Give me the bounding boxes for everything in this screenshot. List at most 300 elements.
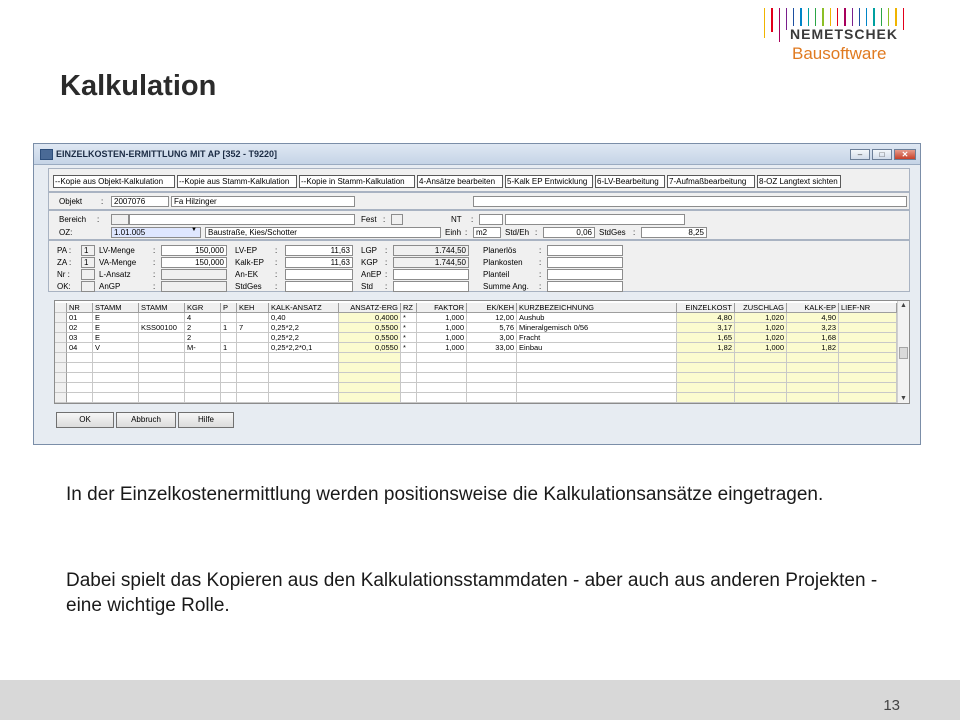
- cell-kgr[interactable]: [185, 353, 221, 363]
- cell-stamm2[interactable]: [139, 353, 185, 363]
- row-selector[interactable]: [55, 363, 67, 373]
- table-row[interactable]: [55, 373, 897, 383]
- cell-stamm1[interactable]: [93, 353, 139, 363]
- logo-bar: [764, 8, 765, 38]
- cell-stamm2[interactable]: [139, 363, 185, 373]
- cell-p[interactable]: [221, 333, 237, 343]
- cell-ek-keh[interactable]: 5,76: [467, 323, 517, 333]
- cell-nr[interactable]: 02: [67, 323, 93, 333]
- cell-keh[interactable]: [237, 353, 269, 363]
- cell-keh[interactable]: [237, 333, 269, 343]
- cell-p[interactable]: [221, 353, 237, 363]
- calc-colon: :: [275, 282, 278, 291]
- calc-mid-field[interactable]: [285, 281, 353, 292]
- objekt-colon: :: [101, 197, 104, 206]
- cell-kalk-ep[interactable]: [787, 373, 839, 383]
- calc-mid-field[interactable]: 11,63: [285, 245, 353, 256]
- window-title: EINZELKOSTEN-ERMITTLUNG MIT AP [352 - T9220]: [56, 149, 278, 159]
- cell-stamm2[interactable]: [139, 393, 185, 403]
- calc-mid-label: An-EK: [235, 270, 259, 279]
- calc-code-label: OK:: [57, 282, 71, 291]
- cell-kurzbezeichnung[interactable]: Aushub: [517, 313, 677, 323]
- logo-name: NEMETSCHEK: [790, 26, 899, 42]
- cell-kalk-ep[interactable]: 1,68: [787, 333, 839, 343]
- cell-kalk-ep[interactable]: [787, 353, 839, 363]
- help-button[interactable]: Hilfe: [178, 412, 234, 428]
- column-header-einzelkost: EINZELKOST: [677, 303, 735, 313]
- row-selector[interactable]: [55, 333, 67, 343]
- cell-kurzbezeichnung[interactable]: Einbau: [517, 343, 677, 353]
- ok-button[interactable]: OK: [56, 412, 114, 428]
- calc-colon: :: [153, 282, 156, 291]
- calc-colon: :: [385, 282, 388, 291]
- cell-kalk-ansatz[interactable]: [269, 393, 339, 403]
- cell-faktor[interactable]: [417, 373, 467, 383]
- tab-oz-longtext[interactable]: 8-OZ Langtext sichten: [757, 175, 841, 188]
- nt-colon: :: [471, 215, 474, 224]
- cell-ek-keh[interactable]: [467, 363, 517, 373]
- logo-bar: [786, 8, 787, 30]
- cell-stamm2[interactable]: KSS00100: [139, 323, 185, 333]
- cell-zuschlag[interactable]: [735, 383, 787, 393]
- cell-lief-nr[interactable]: [839, 323, 897, 333]
- column-header-nr: NR: [67, 303, 93, 313]
- body-paragraph-2: Dabei spielt das Kopieren aus den Kalkulationsstammdaten - aber auch aus anderen Projekten - eine wichtige Rolle.: [66, 570, 878, 616]
- cell-ansatz-erg[interactable]: [339, 353, 401, 363]
- cell-kalk-ansatz[interactable]: [269, 353, 339, 363]
- oz-panel: [48, 210, 910, 240]
- logo-bar: [903, 8, 904, 30]
- calc-left-field[interactable]: [161, 281, 227, 292]
- cell-rz[interactable]: *: [401, 313, 417, 323]
- cell-rz[interactable]: [401, 353, 417, 363]
- column-header-keh: KEH: [237, 303, 269, 313]
- calc-panel: [48, 240, 910, 292]
- cell-kalk-ansatz[interactable]: 0,25*2,2: [269, 333, 339, 343]
- scroll-thumb[interactable]: [899, 347, 908, 359]
- calc-code-box[interactable]: 1: [81, 245, 95, 256]
- nt-field[interactable]: [479, 214, 503, 225]
- cell-kalk-ansatz[interactable]: [269, 363, 339, 373]
- calc-left-field[interactable]: 150,000: [161, 245, 227, 256]
- cell-kgr[interactable]: [185, 363, 221, 373]
- table-row[interactable]: [55, 313, 897, 323]
- cancel-button[interactable]: Abbruch: [116, 412, 176, 428]
- cell-zuschlag[interactable]: [735, 373, 787, 383]
- cell-rz[interactable]: [401, 383, 417, 393]
- cell-zuschlag[interactable]: [735, 363, 787, 373]
- column-header-stamm2: STAMM: [139, 303, 185, 313]
- calc-right-field[interactable]: [393, 281, 469, 292]
- einh-colon: :: [465, 228, 468, 237]
- cell-kurzbezeichnung[interactable]: [517, 353, 677, 363]
- cell-lief-nr[interactable]: [839, 343, 897, 353]
- scroll-up-icon[interactable]: ▲: [900, 302, 907, 309]
- calc-mid-label: StdGes: [235, 282, 262, 291]
- stdges-colon: :: [633, 228, 636, 237]
- bereich-field[interactable]: [129, 214, 355, 225]
- cell-rz[interactable]: [401, 393, 417, 403]
- row-selector[interactable]: [55, 373, 67, 383]
- cell-kgr[interactable]: M-: [185, 343, 221, 353]
- stdges-field[interactable]: 8,25: [641, 227, 707, 238]
- cell-einzelkost[interactable]: 1,65: [677, 333, 735, 343]
- objekt-label: Objekt: [59, 197, 83, 206]
- column-header-kalk-ep: KALK-EP: [787, 303, 839, 313]
- cell-stamm1[interactable]: [93, 393, 139, 403]
- cell-faktor[interactable]: 1,000: [417, 333, 467, 343]
- cell-lief-nr[interactable]: [839, 313, 897, 323]
- oz-label: OZ:: [59, 228, 73, 237]
- cell-zuschlag[interactable]: [735, 393, 787, 403]
- nt-text-field[interactable]: [505, 214, 685, 225]
- cell-kgr[interactable]: [185, 393, 221, 403]
- cell-zuschlag[interactable]: 1,000: [735, 343, 787, 353]
- calc-far-label: Planteil: [483, 270, 510, 279]
- cell-stamm1[interactable]: V: [93, 343, 139, 353]
- cell-stamm1[interactable]: E: [93, 313, 139, 323]
- cell-einzelkost[interactable]: [677, 353, 735, 363]
- calc-mid-label: Kalk-EP: [235, 258, 264, 267]
- table-row[interactable]: [55, 353, 897, 363]
- einh-label: Einh: [445, 228, 462, 237]
- cell-kalk-ep[interactable]: [787, 383, 839, 393]
- tab-copy-into-master[interactable]: --Kopie in Stamm-Kalkulation: [299, 175, 415, 188]
- calc-colon: :: [153, 270, 156, 279]
- stdeh-label: Std/Eh: [505, 228, 530, 237]
- cell-ansatz-erg[interactable]: [339, 373, 401, 383]
- calc-colon: :: [153, 246, 156, 255]
- cell-rz[interactable]: [401, 373, 417, 383]
- column-header-lief-nr: LIEF-NR: [839, 303, 897, 313]
- stdeh-colon: :: [535, 228, 538, 237]
- cell-p[interactable]: 1: [221, 343, 237, 353]
- column-header-ek-keh: EK/KEH: [467, 303, 517, 313]
- minimize-button[interactable]: –: [850, 149, 870, 160]
- cell-kalk-ep[interactable]: [787, 393, 839, 403]
- column-header-zuschlag: ZUSCHLAG: [735, 303, 787, 313]
- calc-far-field[interactable]: [547, 257, 623, 268]
- calc-right-label: AnEP: [361, 270, 382, 279]
- einzelkosten-window: [33, 143, 921, 445]
- calc-far-label: Plankosten: [483, 258, 523, 267]
- calc-colon: :: [275, 246, 278, 255]
- cell-ansatz-erg[interactable]: [339, 363, 401, 373]
- cell-p[interactable]: [221, 313, 237, 323]
- cell-stamm1[interactable]: E: [93, 333, 139, 343]
- cell-ek-keh[interactable]: [467, 383, 517, 393]
- cell-ansatz-erg[interactable]: 0,4000: [339, 313, 401, 323]
- cell-nr[interactable]: 01: [67, 313, 93, 323]
- calc-far-field[interactable]: [547, 281, 623, 292]
- cell-faktor[interactable]: 1,000: [417, 343, 467, 353]
- calc-left-field[interactable]: 150,000: [161, 257, 227, 268]
- column-header-kalk-ansatz: KALK-ANSATZ: [269, 303, 339, 313]
- cell-ansatz-erg[interactable]: 0,0550: [339, 343, 401, 353]
- cell-rz[interactable]: [401, 363, 417, 373]
- cell-lief-nr[interactable]: [839, 393, 897, 403]
- bereich-colon: :: [97, 215, 100, 224]
- calc-colon: :: [385, 270, 388, 279]
- cell-kalk-ansatz[interactable]: [269, 373, 339, 383]
- calc-right-label: LGP: [361, 246, 378, 255]
- cell-kurzbezeichnung[interactable]: [517, 363, 677, 373]
- calc-code-box[interactable]: [81, 269, 95, 280]
- window-titlebar: [34, 144, 920, 165]
- bereich-label: Bereich: [59, 215, 87, 224]
- tab-measure-edit[interactable]: 7-Aufmaßbearbeitung: [667, 175, 755, 188]
- cell-keh[interactable]: [237, 363, 269, 373]
- cell-nr[interactable]: [67, 353, 93, 363]
- cell-ek-keh[interactable]: [467, 373, 517, 383]
- cell-kgr[interactable]: 4: [185, 313, 221, 323]
- row-selector[interactable]: [55, 393, 67, 403]
- cell-kalk-ansatz[interactable]: [269, 383, 339, 393]
- cell-keh[interactable]: [237, 393, 269, 403]
- calc-grid: [54, 300, 910, 404]
- row-selector[interactable]: [55, 313, 67, 323]
- cell-keh[interactable]: [237, 313, 269, 323]
- cell-kgr[interactable]: [185, 383, 221, 393]
- calc-right-label: Std: [361, 282, 374, 291]
- maximize-button[interactable]: □: [872, 149, 892, 160]
- bereich-code-field[interactable]: [111, 214, 129, 225]
- tab-copy-master-calc[interactable]: --Kopie aus Stamm-Kalkulation: [177, 175, 297, 188]
- calc-right-field[interactable]: 1.744,50: [393, 257, 469, 268]
- column-header-kurzbezeichnung: KURZBEZEICHNUNG: [517, 303, 677, 313]
- cell-stamm1[interactable]: [93, 363, 139, 373]
- cell-lief-nr[interactable]: [839, 383, 897, 393]
- tab-lv-edit[interactable]: 6-LV-Bearbeitung: [595, 175, 665, 188]
- calc-code-box[interactable]: [81, 281, 95, 292]
- oz-text-field[interactable]: Baustraße, Kies/Schotter: [205, 227, 441, 238]
- calc-far-label: Planerlös: [483, 246, 517, 255]
- calc-right-field[interactable]: [393, 269, 469, 280]
- column-header-p: P: [221, 303, 237, 313]
- cell-faktor[interactable]: 1,000: [417, 313, 467, 323]
- table-row[interactable]: [55, 333, 897, 343]
- cell-faktor[interactable]: [417, 393, 467, 403]
- cell-einzelkost[interactable]: [677, 393, 735, 403]
- column-header-ansatz-erg: ANSATZ-ERG: [339, 303, 401, 313]
- cell-stamm2[interactable]: [139, 343, 185, 353]
- cell-keh[interactable]: 7: [237, 323, 269, 333]
- cell-kgr[interactable]: 2: [185, 333, 221, 343]
- cell-einzelkost[interactable]: [677, 383, 735, 393]
- cell-rz[interactable]: *: [401, 323, 417, 333]
- scroll-down-icon[interactable]: ▼: [900, 395, 907, 402]
- calc-colon: :: [275, 270, 278, 279]
- cell-keh[interactable]: [237, 383, 269, 393]
- close-button[interactable]: ✕: [894, 149, 916, 160]
- calc-left-label: L-Ansatz: [99, 270, 131, 279]
- cell-stamm2[interactable]: [139, 373, 185, 383]
- cell-kalk-ansatz[interactable]: 0,25*2,2*0,1: [269, 343, 339, 353]
- cell-faktor[interactable]: [417, 363, 467, 373]
- cell-stamm2[interactable]: [139, 333, 185, 343]
- cell-kalk-ep[interactable]: 1,82: [787, 343, 839, 353]
- calc-right-field[interactable]: 1.744,50: [393, 245, 469, 256]
- cell-zuschlag[interactable]: 1,020: [735, 323, 787, 333]
- cell-zuschlag[interactable]: 1,020: [735, 333, 787, 343]
- objekt-extra-field[interactable]: [473, 196, 907, 207]
- nemetschek-logo: [756, 4, 912, 68]
- cell-rz[interactable]: *: [401, 333, 417, 343]
- cell-ek-keh[interactable]: [467, 353, 517, 363]
- logo-subtitle: Bausoftware: [792, 44, 887, 63]
- calc-far-label: Summe Ang.: [483, 282, 529, 291]
- column-header-rz: RZ: [401, 303, 417, 313]
- calc-code-label: Nr :: [57, 270, 70, 279]
- row-selector[interactable]: [55, 383, 67, 393]
- calc-left-field[interactable]: [161, 269, 227, 280]
- calc-colon: :: [385, 246, 388, 255]
- row-selector[interactable]: [55, 323, 67, 333]
- cell-nr[interactable]: [67, 363, 93, 373]
- cell-einzelkost[interactable]: 1,82: [677, 343, 735, 353]
- cell-nr[interactable]: 03: [67, 333, 93, 343]
- cell-zuschlag[interactable]: 1,020: [735, 313, 787, 323]
- cell-kurzbezeichnung[interactable]: Mineralgemisch 0/56: [517, 323, 677, 333]
- einh-field[interactable]: m2: [473, 227, 501, 238]
- grid-corner: [55, 303, 67, 313]
- objekt-number-field[interactable]: 2007076: [111, 196, 169, 207]
- calc-mid-field[interactable]: [285, 269, 353, 280]
- table-row[interactable]: [55, 363, 897, 373]
- cell-kurzbezeichnung[interactable]: Fracht: [517, 333, 677, 343]
- tab-copy-object-calc[interactable]: --Kopie aus Objekt-Kalkulation: [53, 175, 175, 188]
- cell-p[interactable]: [221, 393, 237, 403]
- row-selector[interactable]: [55, 343, 67, 353]
- cell-kurzbezeichnung[interactable]: [517, 383, 677, 393]
- calc-code-box[interactable]: 1: [81, 257, 95, 268]
- cell-kurzbezeichnung[interactable]: [517, 393, 677, 403]
- cell-ek-keh[interactable]: 33,00: [467, 343, 517, 353]
- cell-nr[interactable]: [67, 393, 93, 403]
- cell-ek-keh[interactable]: 12,00: [467, 313, 517, 323]
- tab-edit-rates[interactable]: 4-Ansätze bearbeiten: [417, 175, 503, 188]
- function-bar: [48, 168, 910, 192]
- cell-zuschlag[interactable]: [735, 353, 787, 363]
- cell-faktor[interactable]: 1,000: [417, 323, 467, 333]
- calc-code-label: PA :: [57, 246, 72, 255]
- cell-keh[interactable]: [237, 343, 269, 353]
- fest-colon: :: [383, 215, 386, 224]
- grid-scrollbar[interactable]: [897, 301, 909, 403]
- calc-mid-label: LV-EP: [235, 246, 258, 255]
- cell-p[interactable]: [221, 373, 237, 383]
- nt-label: NT: [451, 215, 462, 224]
- cell-kgr[interactable]: 2: [185, 323, 221, 333]
- objekt-panel: [48, 192, 910, 210]
- table-row[interactable]: [55, 343, 897, 353]
- calc-left-label: VA-Menge: [99, 258, 137, 267]
- cell-lief-nr[interactable]: [839, 353, 897, 363]
- column-header-kgr: KGR: [185, 303, 221, 313]
- cell-einzelkost[interactable]: [677, 373, 735, 383]
- page-title: Kalkulation: [60, 70, 217, 102]
- cell-ansatz-erg[interactable]: 0,5500: [339, 333, 401, 343]
- calc-colon: :: [275, 258, 278, 267]
- cell-stamm1[interactable]: [93, 383, 139, 393]
- calc-mid-field[interactable]: 11,63: [285, 257, 353, 268]
- logo-bar: [771, 8, 772, 32]
- calc-colon: :: [153, 258, 156, 267]
- cell-einzelkost[interactable]: 4,80: [677, 313, 735, 323]
- tab-calc-ep[interactable]: 5-Kalk EP Entwicklung: [505, 175, 593, 188]
- cell-kalk-ansatz[interactable]: 0,40: [269, 313, 339, 323]
- cell-nr[interactable]: [67, 373, 93, 383]
- objekt-name-field[interactable]: Fa Hilzinger: [171, 196, 355, 207]
- calc-colon: :: [385, 258, 388, 267]
- cell-einzelkost[interactable]: 3,17: [677, 323, 735, 333]
- cell-ek-keh[interactable]: [467, 393, 517, 403]
- oz-dropdown-icon[interactable]: ▼: [191, 227, 197, 233]
- logo-bar: [779, 8, 780, 42]
- cell-ansatz-erg[interactable]: 0,5500: [339, 323, 401, 333]
- body-paragraph-1: In der Einzelkostenermittlung werden positionsweise die Kalkulationsansätze eingetragen.: [66, 484, 824, 505]
- calc-far-field[interactable]: [547, 269, 623, 280]
- oz-field[interactable]: 1.01.005: [111, 227, 201, 238]
- window-app-icon: [40, 149, 53, 160]
- calc-left-label: LV-Menge: [99, 246, 135, 255]
- cell-p[interactable]: 1: [221, 323, 237, 333]
- cell-nr[interactable]: 04: [67, 343, 93, 353]
- grid-header-row: [55, 303, 897, 313]
- fest-label: Fest: [361, 215, 377, 224]
- footer-bar: [0, 680, 960, 720]
- cell-p[interactable]: [221, 383, 237, 393]
- cell-stamm1[interactable]: [93, 373, 139, 383]
- cell-keh[interactable]: [237, 373, 269, 383]
- cell-faktor[interactable]: [417, 353, 467, 363]
- cell-kalk-ep[interactable]: 3,23: [787, 323, 839, 333]
- cell-ansatz-erg[interactable]: [339, 393, 401, 403]
- table-row[interactable]: [55, 323, 897, 333]
- cell-kalk-ansatz[interactable]: 0,25*2,2: [269, 323, 339, 333]
- calc-left-label: AnGP: [99, 282, 121, 291]
- cell-stamm1[interactable]: E: [93, 323, 139, 333]
- stdeh-field[interactable]: 0,06: [543, 227, 595, 238]
- cell-faktor[interactable]: [417, 383, 467, 393]
- column-header-stamm1: STAMM: [93, 303, 139, 313]
- cell-kalk-ep[interactable]: [787, 363, 839, 373]
- cell-kgr[interactable]: [185, 373, 221, 383]
- cell-kurzbezeichnung[interactable]: [517, 373, 677, 383]
- cell-einzelkost[interactable]: [677, 363, 735, 373]
- stdges-label: StdGes: [599, 228, 626, 237]
- cell-rz[interactable]: *: [401, 343, 417, 353]
- cell-ansatz-erg[interactable]: [339, 383, 401, 393]
- cell-nr[interactable]: [67, 383, 93, 393]
- calc-far-field[interactable]: [547, 245, 623, 256]
- column-header-faktor: FAKTOR: [417, 303, 467, 313]
- cell-lief-nr[interactable]: [839, 363, 897, 373]
- table-row[interactable]: [55, 383, 897, 393]
- cell-stamm2[interactable]: [139, 383, 185, 393]
- cell-lief-nr[interactable]: [839, 373, 897, 383]
- cell-p[interactable]: [221, 363, 237, 373]
- cell-ek-keh[interactable]: 3,00: [467, 333, 517, 343]
- row-selector[interactable]: [55, 353, 67, 363]
- cell-kalk-ep[interactable]: 4,90: [787, 313, 839, 323]
- calc-code-label: ZA :: [57, 258, 72, 267]
- cell-stamm2[interactable]: [139, 313, 185, 323]
- fest-checkbox[interactable]: [391, 214, 403, 225]
- table-row[interactable]: [55, 393, 897, 403]
- calc-right-label: KGP: [361, 258, 378, 267]
- cell-lief-nr[interactable]: [839, 333, 897, 343]
